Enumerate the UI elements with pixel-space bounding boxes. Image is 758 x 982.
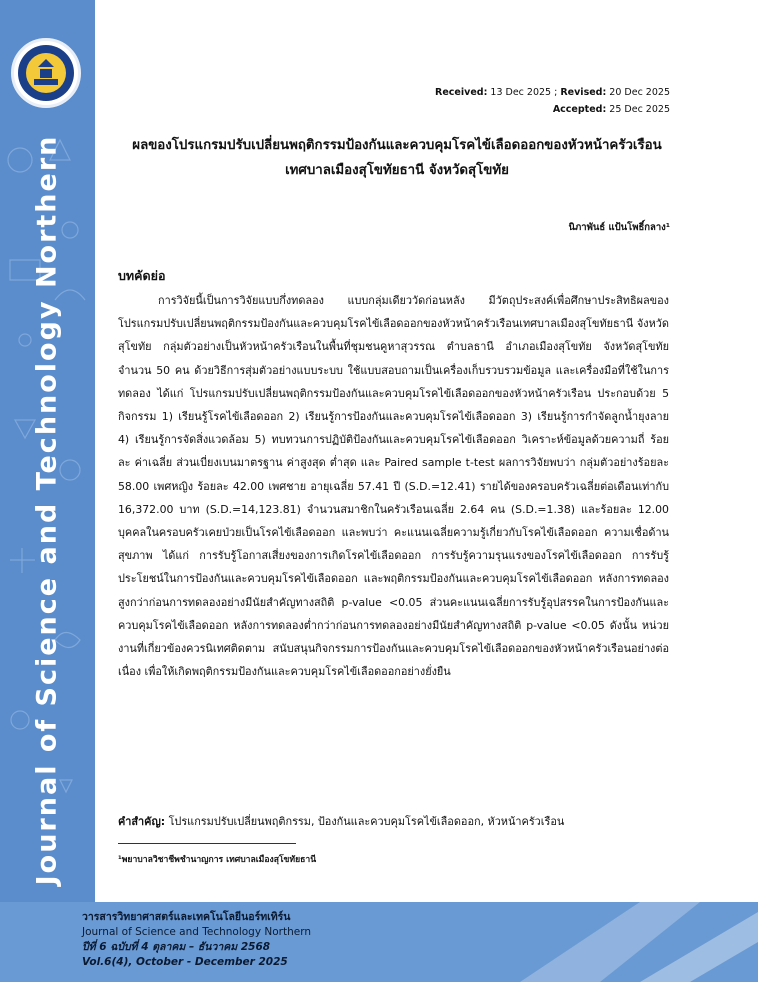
issue-english: Vol.6(4), October - December 2025 [82, 956, 288, 968]
keywords-text: โปรแกรมปรับเปลี่ยนพฤติกรรม, ป้องกันและควบคุมโรคไข้เลือดออก, หัวหน้าครัวเรือน [168, 815, 565, 828]
accepted-label: Accepted: [552, 104, 607, 115]
abstract-body: การวิจัยนี้เป็นการวิจัยแบบกึ่งทดลอง แบบกลุ่มเดียววัดก่อนหลัง มีวัตถุประสงค์เพื่อศึกษาประสิทธิผลของโปรแกรมปรับเปลี่ยนพฤติกรรมป้องกันและควบคุมโรคไข้เลือดออกของหัวหน้าครัวเรือนเทศบาลเมืองสุโขทัยธานี จังหวัดสุโขทัย กลุ่มตัวอย่างเป็นหัวหน้าครัวเรือนในพื้นที่ชุมชนคูหาสุวรรณ ตำบลธานี อำเภอเมืองสุโขทัย จังหวัดสุโขทัย จำนวน 50 คน ด้วยวิธีการสุ่มตัวอย่างแบบระบบ ใช้แบบสอบถามเป็นเครื่องเก็บรวบรวมข้อมูล และเครื่องมือที่ใช้ในการทดลอง ได้แก่ โปรแกรมปรับเปลี่ยนพฤติกรรมป้องกันและควบคุมโรคไข้เลือดออกของหัวหน้าครัวเรือน ประกอบด้วย 5 กิจกรรม 1) เรียนรู้โรคไข้เลือดออก 2) เรียนรู้การป้องกันและควบคุมโรคไข้เลือดออก 3) เรียนรู้การกำจัดลูกน้ำยุงลาย 4) เรียนรู้การจัดสิ่งแวดล้อม 5) ทบทวนการปฏิบัติป้องกันและควบคุมโรคไข้เลือดออก วิเคราะห์ข้อมูลด้วยความถี่ ร้อยละ ค่าเฉลี่ย ส่วนเบี่ยงเบนมาตรฐาน ค่าสูงสุด ต่ำสุด และ Paired sample t-test ผลการวิจัยพบว่า กลุ่มตัวอย่างร้อยละ 58.00 เพศหญิง ร้อยละ 42.00 เพศชาย อายุเฉลี่ย 57.41 ปี (S.D.=12.41) รายได้ของครอบครัวเฉลี่ยต่อเดือนเท่ากับ 16,372.00 บาท (S.D.=14,123.81) จำนวนสมาชิกในครัวเรือนเฉลี่ย 2.64 คน (S.D.=1.38) และร้อยละ 12.00 บุคคลในครอบครัวเคยป่วยเป็นโรคไข้เลือดออก และพบว่า คะแนนเฉลี่ยความรู้เกี่ยวกับโรคไข้เลือดออก ความเชื่อด้านสุขภาพ ได้แก่ การรับรู้โอกาสเสี่ยงของการเกิดโรคไข้เลือดออก การรับรู้ความรุนแรงของโรคไข้เลือดออก การรับรู้ประโยชน์ในการป้องกันและควบคุมโรคไข้เลือดออก และพฤติกรรมป้องกันและควบคุมโรคไข้เลือดออก หลังการทดลองสูงกว่าก่อนการทดลองอย่างมีนัยสำคัญทางสถิติ p-value <0.05 ส่วนคะแนนเฉลี่ยการรับรู้อุปสรรคในการป้องกันและควบคุมโรคไข้เลือดออก หลังการทดลองต่ำกว่าก่อนการทดลองอย่างมีนัยสำคัญทางสถิติ p-value <0.05 ดังนั้น หน่วยงานที่เกี่ยวข้องควรนิเทศติดตาม สนับสนุนกิจกรรมการป้องกันและควบคุมโรคไข้เลือดออกของหัวหน้าครัวเรือนอย่างต่อเนื่อง เพื่อให้เกิดพฤติกรรมป้องกันและควบคุมโรคไข้เลือดออกอย่างยั่งยืน [118, 294, 669, 679]
issue-thai: ปีที่ 6 ฉบับที่ 4 ตุลาคม – ธันวาคม 2568 [82, 941, 271, 953]
keywords-label: คำสำคัญ: [118, 815, 166, 828]
author-name: นิภาพันธ์ แป้นโพธิ์กลาง¹ [568, 222, 670, 233]
revised-label: Revised: [560, 87, 607, 98]
footnote-divider [118, 843, 296, 844]
author-footnote: ¹พยาบาลวิชาชีพชำนาญการ เทศบาลเมืองสุโขทัยธานี [118, 855, 317, 865]
college-seal-icon [16, 43, 76, 103]
submission-dates: Received: 13 Dec 2025 ; Revised: 20 Dec 2025 Accepted: 25 Dec 2025 [435, 87, 670, 115]
keywords [118, 812, 678, 830]
journal-footer-info [82, 910, 502, 970]
journal-name-thai: วารสารวิทยาศาสตร์และเทคโนโลยีนอร์ทเทิร์น [82, 911, 291, 923]
title-line-2: เทศบาลเมืองสุโขทัยธานี จังหวัดสุโขทัย [285, 163, 509, 178]
college-logo [11, 38, 81, 108]
abstract-heading: บทคัดย่อ [118, 268, 166, 283]
journal-name-english: Journal of Science and Technology Northern [82, 926, 312, 938]
title-line-1: ผลของโปรแกรมปรับเปลี่ยนพฤติกรรมป้องกันและควบคุมโรคไข้เลือดออกของหัวหน้าครัวเรือน [132, 138, 662, 153]
revised-date: 20 Dec 2025 [609, 87, 670, 98]
article-title [118, 133, 676, 183]
received-label: Received: [435, 87, 488, 98]
received-date: 13 Dec 2025 [490, 87, 552, 98]
journal-vertical-title: Journal of Science and Technology Northern [31, 134, 63, 886]
accepted-date: 25 Dec 2025 [609, 104, 670, 115]
